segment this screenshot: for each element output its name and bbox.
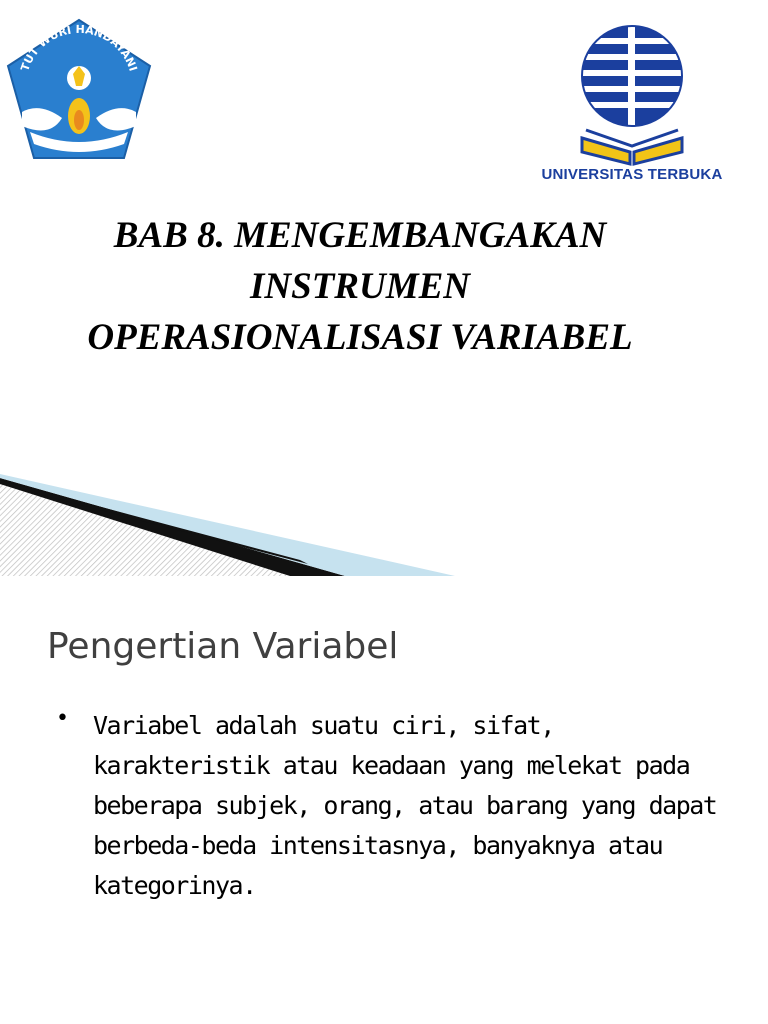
logo-motto-text: TUT WURI HANDAYANI (18, 22, 140, 73)
universitas-terbuka-logo (540, 18, 724, 190)
bullet-marker: • (56, 706, 69, 731)
slide-heading: Pengertian Variabel (47, 626, 399, 667)
decorative-wedge (0, 470, 768, 576)
university-name: UNIVERSITAS TERBUKA (541, 166, 723, 183)
content-slide (0, 576, 768, 1024)
title-line: OPERASIONALISASI VARIABEL (87, 317, 633, 358)
bullet-text: Variabel adalah suatu ciri, sifat, karakteristik atau keadaan yang melekat pada beberapa subjek, orang, atau barang yang dapat berbeda-beda intensitasnya, banyaknya atau kategorinya. (93, 711, 717, 900)
slide-title (0, 210, 720, 363)
title-line: INSTRUMEN (250, 266, 470, 307)
title-line: BAB 8. MENGEMBANGAKAN (113, 215, 607, 256)
tut-wuri-handayani-logo (0, 16, 158, 166)
